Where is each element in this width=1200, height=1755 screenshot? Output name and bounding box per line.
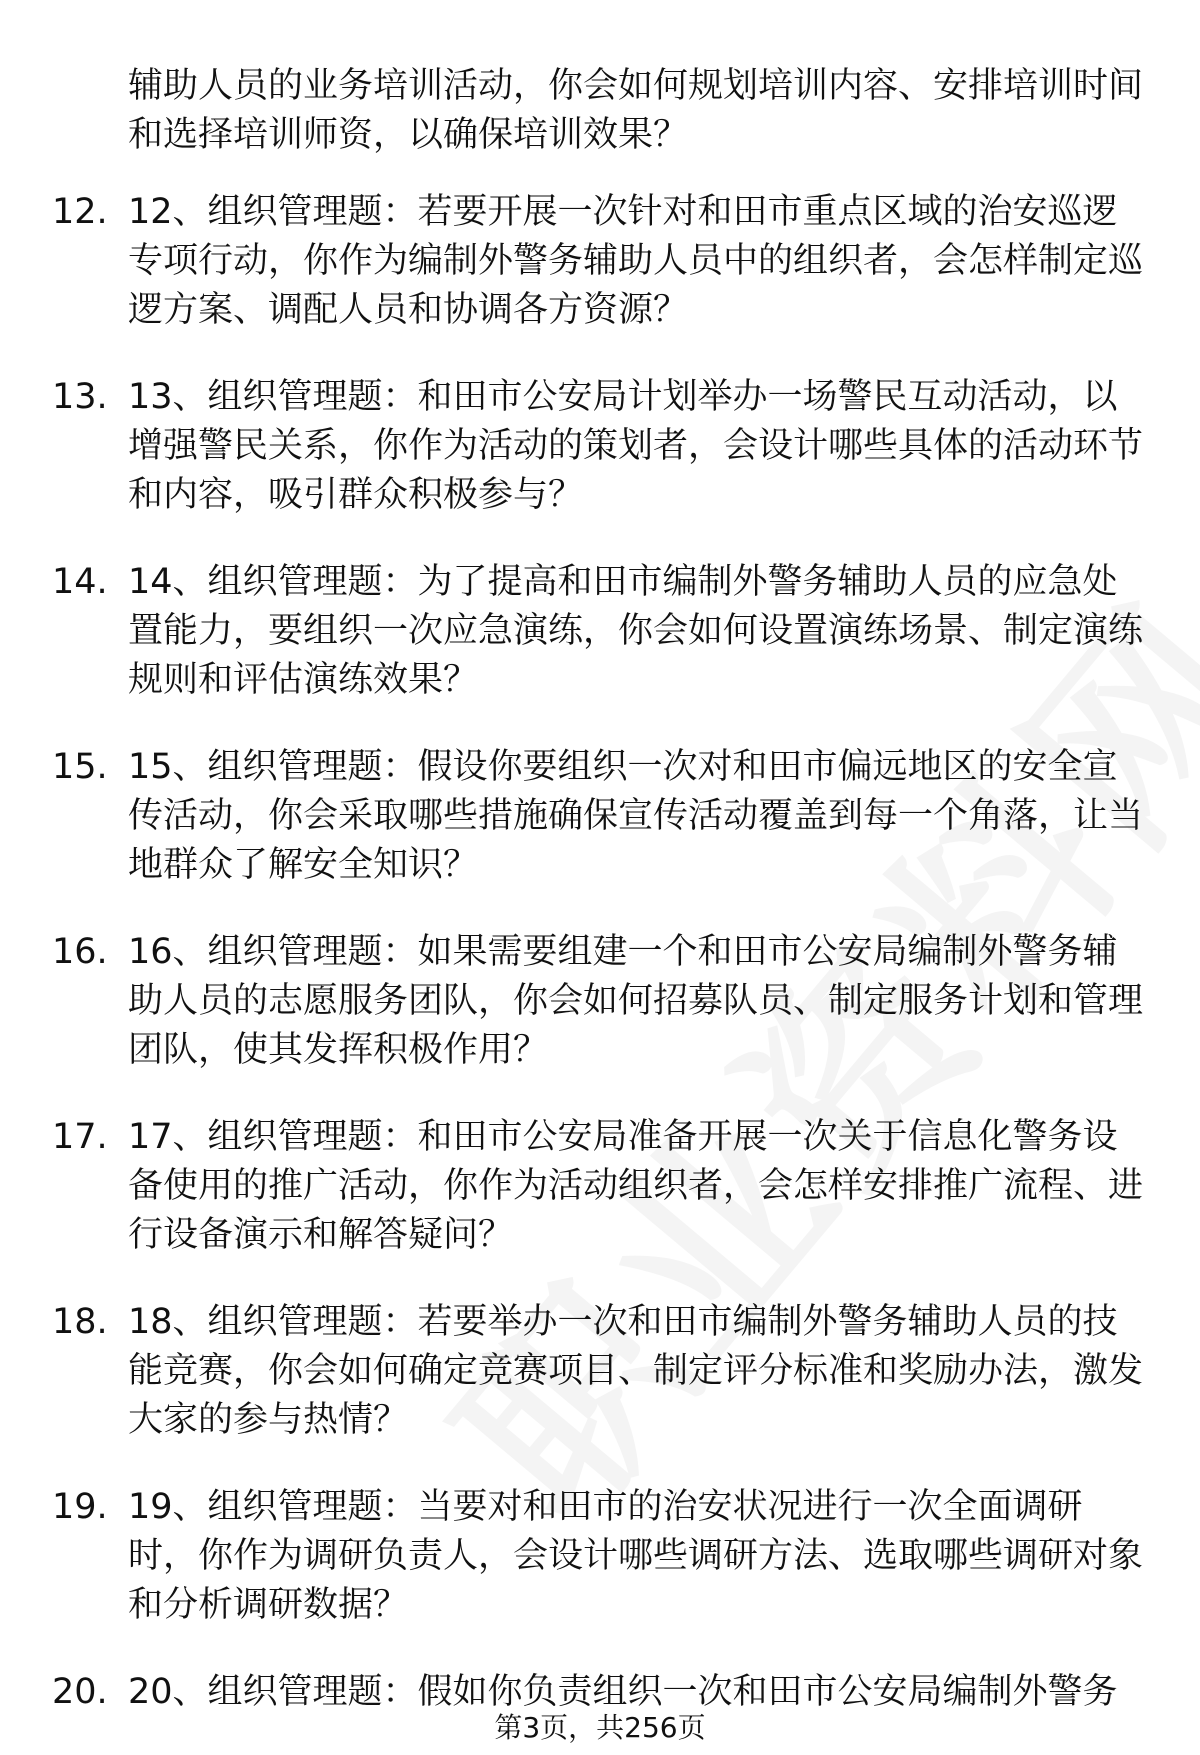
continuation-paragraph: 辅助人员的业务培训活动，你会如何规划培训内容、安排培训时间和选择培训师资，以确保培训效果？ [128,66,1144,155]
item-text: 17、组织管理题：和田市公安局准备开展一次关于信息化警务设备使用的推广活动，你作为活动组织者，会怎样安排推广流程、进行设备演示和解答疑问？ [128,1117,1144,1255]
item-text: 14、组织管理题：为了提高和田市编制外警务辅助人员的应急处置能力，要组织一次应急演练，你会如何设置演练场景、制定演练规则和评估演练效果？ [128,562,1144,700]
list-item [52,373,1152,520]
item-text: 12、组织管理题：若要开展一次针对和田市重点区域的治安巡逻专项行动，你作为编制外警务辅助人员中的组织者，会怎样制定巡逻方案、调配人员和协调各方资源？ [128,192,1144,330]
item-text: 13、组织管理题：和田市公安局计划举办一场警民互动活动，以增强警民关系，你作为活动的策划者，会设计哪些具体的活动环节和内容，吸引群众积极参与？ [128,377,1144,515]
list-item [52,743,1152,890]
list-item [52,188,1152,335]
list-item [52,1483,1152,1630]
item-text: 19、组织管理题：当要对和田市的治安状况进行一次全面调研时，你作为调研负责人，会设计哪些调研方法、选取哪些调研对象和分析调研数据？ [128,1487,1144,1625]
list-item [52,558,1152,705]
item-text: 16、组织管理题：如果需要组建一个和田市公安局编制外警务辅助人员的志愿服务团队，你会如何招募队员、制定服务计划和管理团队，使其发挥积极作用？ [128,932,1144,1070]
list-item [52,928,1152,1075]
list-item [52,1113,1152,1260]
item-number: 15. [52,747,108,787]
item-number: 12. [52,192,108,232]
item-number: 19. [52,1487,108,1527]
item-number: 20. [52,1672,108,1712]
item-number: 18. [52,1302,108,1342]
item-number: 14. [52,562,108,602]
item-text: 18、组织管理题：若要举办一次和田市编制外警务辅助人员的技能竞赛，你会如何确定竞赛项目、制定评分标准和奖励办法，激发大家的参与热情？ [128,1302,1144,1440]
item-text: 15、组织管理题：假设你要组织一次对和田市偏远地区的安全宣传活动，你会采取哪些措施确保宣传活动覆盖到每一个角落，让当地群众了解安全知识？ [128,747,1144,885]
item-number: 13. [52,377,108,417]
item-number: 16. [52,932,108,972]
item-number: 17. [52,1117,108,1157]
page-footer: 第3页，共256页 [494,1711,706,1744]
list-item [52,1298,1152,1445]
item-text: 20、组织管理题：假如你负责组织一次和田市公安局编制外警务 [128,1672,1118,1712]
question-list [52,188,1152,1755]
